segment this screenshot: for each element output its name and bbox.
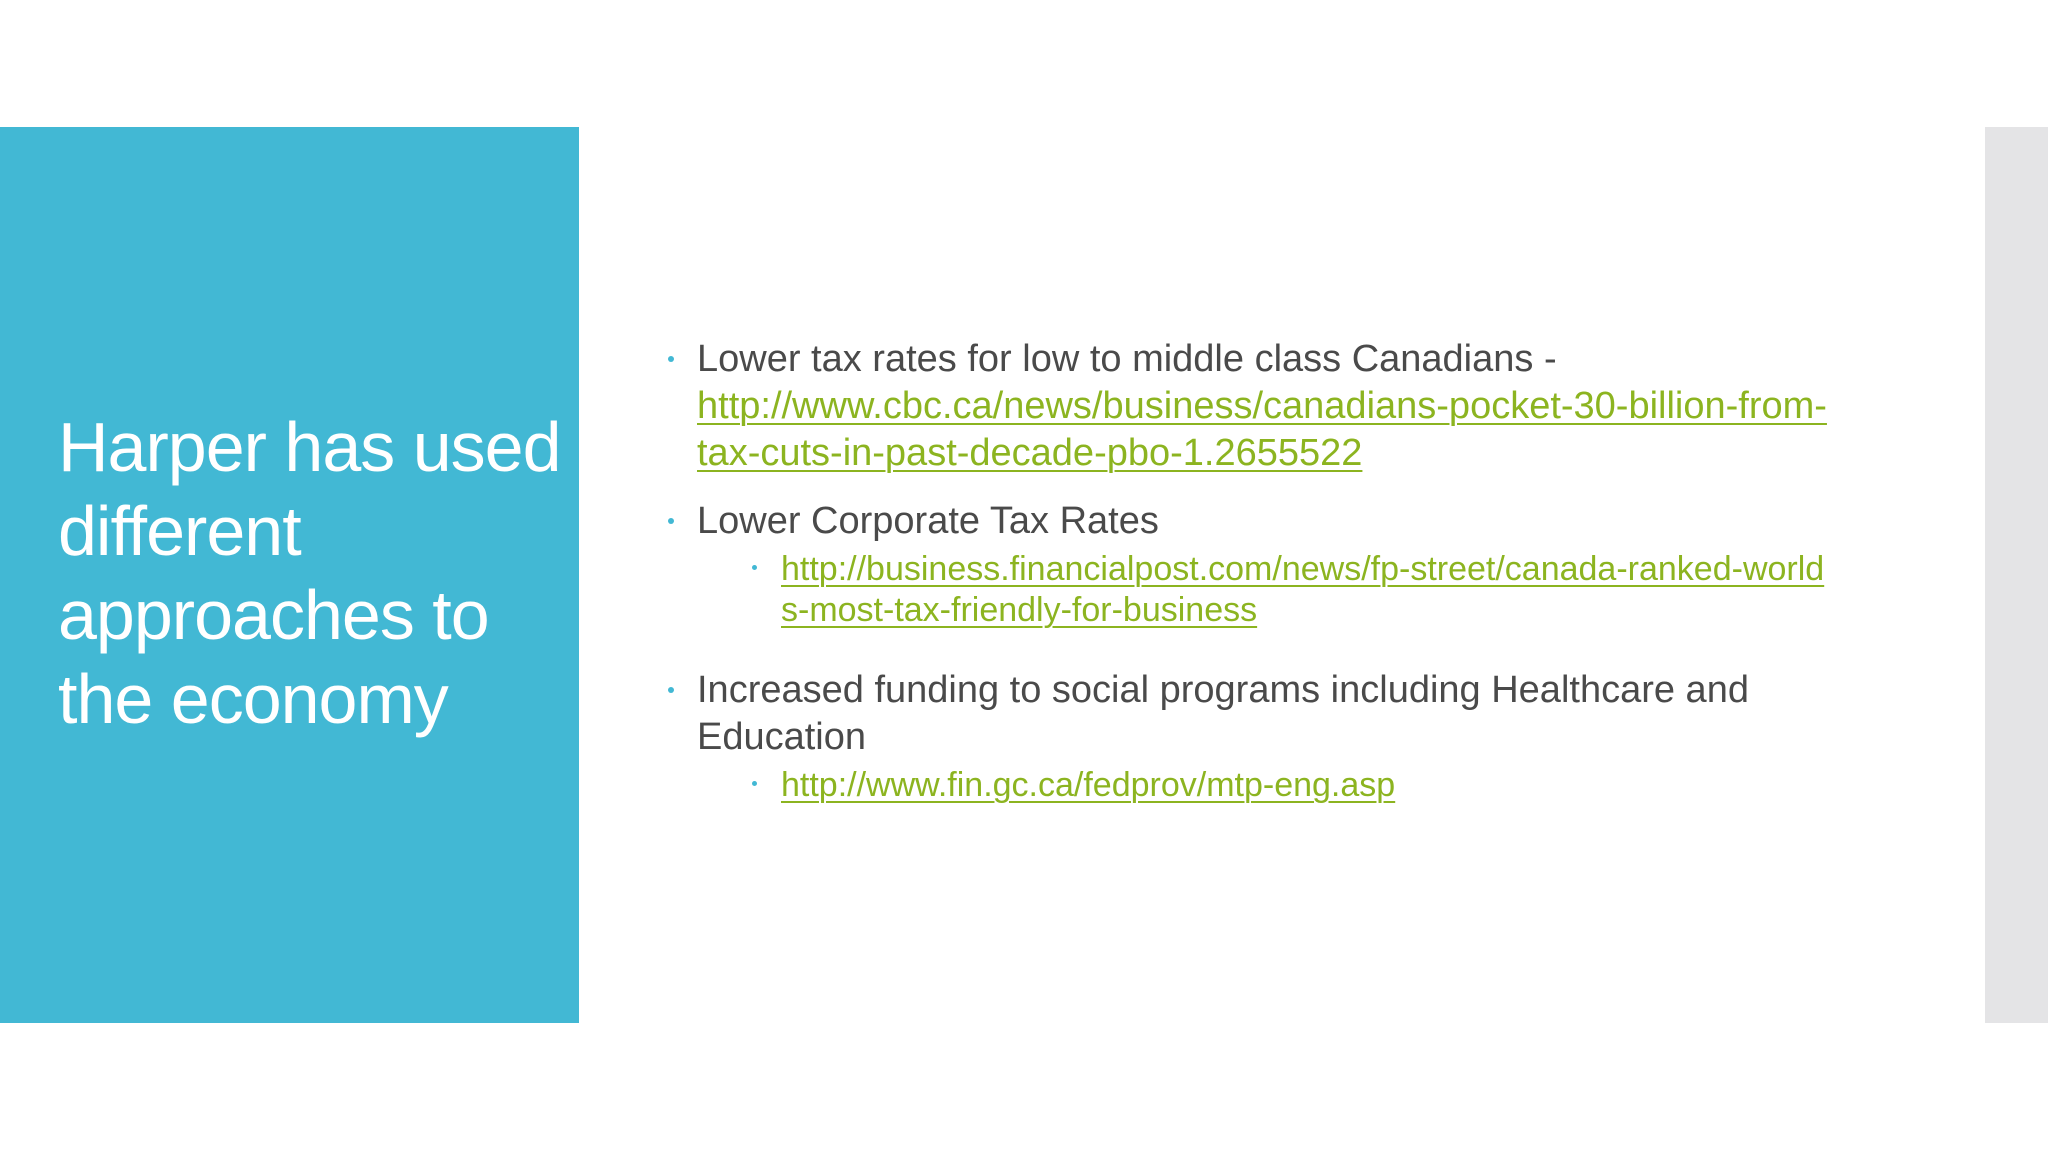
cbc-link[interactable]: http://www.cbc.ca/news/business/canadians-pocket-30-billion-from-tax-cuts-in-past-decade-pbo-1.2655522 [697,385,1827,474]
slide-title: Harper has used different approaches to the economy [58,408,561,738]
financialpost-link[interactable]: http://business.financialpost.com/news/fp-street/canada-ranked-worlds-most-tax-friendly-for-business [781,550,1825,629]
sub-bullet-item-financialpost [750,549,1836,631]
bullet-dot-icon [668,687,674,693]
bullet-dot-icon [668,356,674,362]
bullet-list [666,336,1836,806]
bullet-item-tax-rates [666,336,1836,477]
bullet-item-social-programs [666,667,1836,761]
sub-bullet-item-fin-gc [750,765,1836,806]
side-bar [1985,127,2048,1023]
sub-bullet-dot-icon [752,565,757,570]
bullet-text: Lower Corporate Tax Rates [697,500,1159,542]
bullet-dot-icon [668,518,674,524]
fin-gc-link[interactable]: http://www.fin.gc.ca/fedprov/mtp-eng.asp [781,766,1396,804]
bullet-item-corporate-tax [666,498,1836,545]
sub-bullet-dot-icon [752,781,757,786]
bullet-text: Increased funding to social programs including Healthcare and Education [697,669,1749,758]
bullet-text: Lower tax rates for low to middle class Canadians - [697,338,1557,380]
